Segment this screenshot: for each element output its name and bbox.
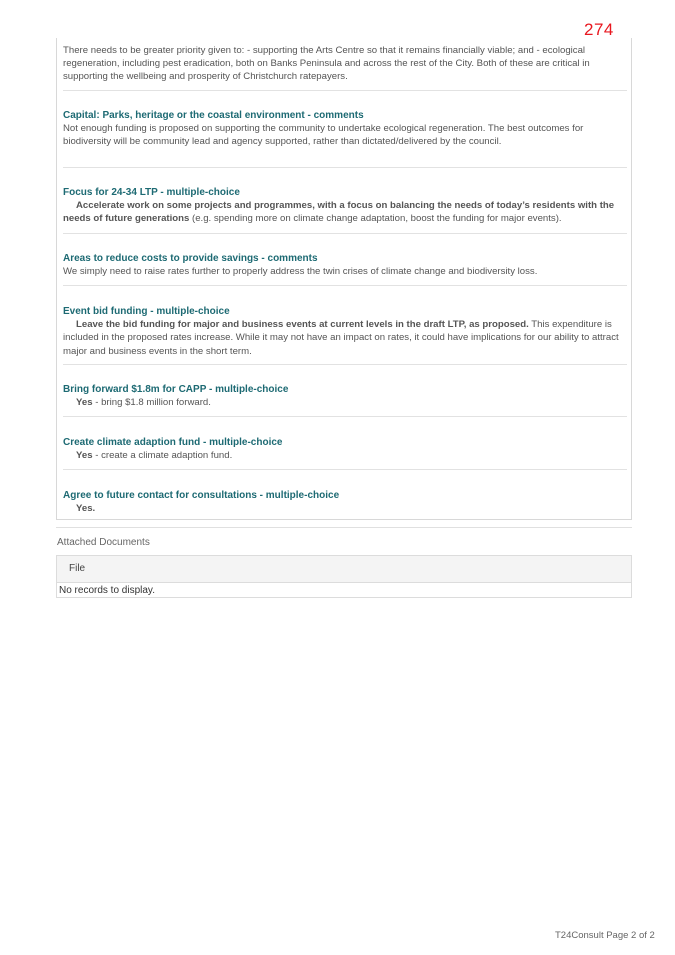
section-divider <box>63 364 627 365</box>
section-title: Capital: Parks, heritage or the coastal environment - comments <box>63 110 364 121</box>
section-body <box>63 199 627 225</box>
section-body <box>63 318 627 358</box>
option-description: - create a climate adaption fund. <box>92 450 233 462</box>
column-header-file[interactable]: File <box>57 556 631 583</box>
section-divider <box>63 233 627 234</box>
section-body: Not enough funding is proposed on supporting the community to undertake ecological regeneration. The best outcomes for biodiversity will be community lead and agency supported, rather than dictated/delivered by the council. <box>63 123 584 148</box>
option-description: - bring $1.8 million forward. <box>92 397 211 409</box>
response-section <box>63 305 627 358</box>
attachments-table <box>56 555 632 598</box>
section-divider <box>63 416 627 417</box>
selected-option: Yes <box>76 450 93 462</box>
section-title: Create climate adaption fund - multiple-choice <box>63 437 283 448</box>
response-section <box>63 383 627 409</box>
section-divider <box>63 469 627 470</box>
empty-table-message: No records to display. <box>59 585 155 596</box>
section-divider <box>63 285 627 286</box>
section-body <box>63 502 627 515</box>
page-footer: T24Consult Page 2 of 2 <box>555 930 655 941</box>
attached-documents-label: Attached Documents <box>57 537 150 548</box>
section-title: Areas to reduce costs to provide savings - comments <box>63 253 318 264</box>
response-section <box>63 186 627 226</box>
selected-option: Leave the bid funding for major and business events at current levels in the draft LTP, as proposed. <box>76 319 529 331</box>
section-body: There needs to be greater priority given to: - supporting the Arts Centre so that it remains financially viable; and - ecological regeneration, including pest eradication, both on Banks Peninsula and across the rest of the City. Both of these are critical in supporting the wellbeing and prosperity of Christchurch ratepayers. <box>63 45 590 83</box>
response-section <box>63 44 627 84</box>
option-description: This expenditure is included in the proposed rates increase. While it may not have an impact on rates, it could have implications for our ability to attract major and business events in the short term. <box>63 319 619 357</box>
section-divider <box>63 90 627 91</box>
section-title: Agree to future contact for consultations - multiple-choice <box>63 490 340 501</box>
selected-option: Yes <box>76 397 93 409</box>
section-title: Event bid funding - multiple-choice <box>63 306 230 317</box>
response-section <box>63 489 627 515</box>
selected-option: Yes. <box>76 503 96 515</box>
selected-option: Accelerate work on some projects and programmes, with a focus on balancing the needs of today’s residents with the needs of future generations <box>63 200 615 225</box>
responses-panel <box>56 38 632 520</box>
section-divider <box>63 167 627 168</box>
option-description: (e.g. spending more on climate change adaptation, boost the funding for major events). <box>189 213 562 225</box>
page-number: 274 <box>584 20 614 39</box>
section-body: We simply need to raise rates further to properly address the twin crises of climate change and biodiversity loss. <box>63 266 538 278</box>
section-body <box>63 396 627 409</box>
section-divider <box>56 527 632 528</box>
response-section <box>63 252 627 278</box>
section-title: Focus for 24-34 LTP - multiple-choice <box>63 187 240 198</box>
section-body <box>63 449 627 462</box>
section-title: Bring forward $1.8m for CAPP - multiple-choice <box>63 384 289 395</box>
response-section <box>63 109 627 149</box>
response-section <box>63 436 627 462</box>
